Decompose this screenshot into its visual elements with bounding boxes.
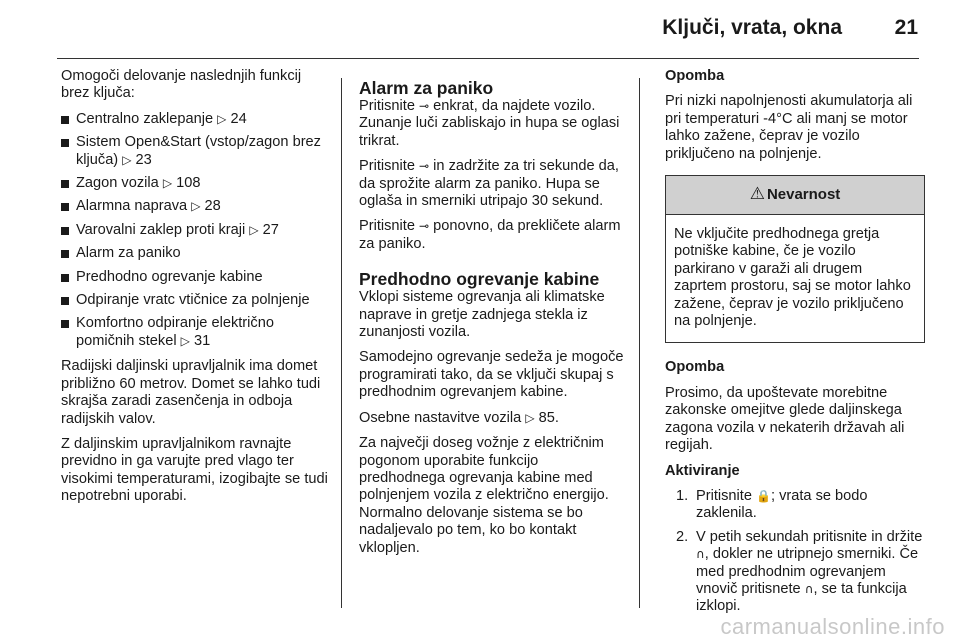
column-divider-1 [341, 78, 342, 608]
preheating-paragraph-3: Osebne nastavitve vozila ▷ 85. [359, 409, 559, 426]
warning-text: Ne vključite predhodnega gretja potniške kabine, če je vozilo parkirano v garaži ali drugem zaprtem prostoru, saj se motor lahko zažene, čeprav je vozilo priključeno na polnjenje. [674, 226, 911, 330]
panic-paragraph-1: Pritisnite ⊸ enkrat, da najdete vozilo. Zunanje luči zabliskajo in hupa se oglasi trikrat. [359, 98, 620, 149]
page-number: 21 [894, 16, 918, 39]
activation-heading: Aktiviranje [665, 462, 740, 479]
note-text: Pri nizki napolnjenosti akumulatorja ali pri temperaturi -4°C ali manj se motor lahko zažene, čeprav je vozilo priključeno na polnjenje. [665, 93, 913, 162]
list-item: Centralno zaklepanje ▷ 24 [61, 111, 331, 128]
activation-steps [665, 488, 925, 616]
arrow-ref-icon: ▷ [249, 222, 259, 237]
warning-title: Nevarnost [766, 186, 841, 204]
panic-button-icon: ⊸ [419, 219, 430, 234]
remote-start-icon: ∩ [696, 547, 705, 562]
column-2 [359, 78, 627, 565]
column-3 [665, 68, 925, 622]
note-title: Opomba [665, 68, 725, 84]
note-title: Opomba [665, 359, 725, 376]
warning-header [666, 176, 924, 215]
page-reference[interactable]: 31 [193, 332, 211, 349]
arrow-ref-icon: ▷ [191, 199, 201, 214]
remote-start-icon: ∩ [804, 581, 814, 596]
care-paragraph: Z daljinskim upravljalnikom ravnajte previdno in ga varujte pred vlago ter visokimi temperaturami, izogibajte se tudi nepotrebni uporabi. [61, 435, 328, 505]
page-reference[interactable]: 85 [538, 409, 555, 426]
watermark: carmanualsonline.info [720, 614, 945, 639]
panic-paragraph-3: Pritisnite ⊸ ponovno, da prekličete alarm za paniko. [359, 218, 621, 252]
panic-alarm-heading: Alarm za paniko [359, 78, 494, 98]
range-paragraph: Radijski daljinski upravljalnik ima domet približno 60 metrov. Domet se lahko tudi skrajša zaradi zasenčenja in odboja radijskih valov. [61, 358, 321, 427]
arrow-ref-icon: ▷ [180, 333, 190, 348]
arrow-ref-icon: ▷ [525, 410, 535, 425]
list-item: Predhodno ogrevanje kabine [61, 269, 331, 286]
warning-triangle-icon: ⚠ [749, 184, 765, 205]
list-item: Odpiranje vratc vtičnice za polnjenje [61, 292, 331, 309]
note-text: Prosimo, da upoštevate morebitne zakonske omejitve glede daljinskega zagona vozila v nekaterih državah ali regijah. [665, 384, 905, 454]
preheating-paragraph-1: Vklopi sisteme ogrevanja ali klimatske naprave in gretje zadnjega stekla iz zunanjosti vozila. [359, 289, 605, 341]
header-divider [57, 58, 919, 59]
page-reference[interactable]: 28 [204, 198, 221, 215]
panic-button-icon: ⊸ [419, 159, 430, 174]
list-item: Komfortno odpiranje električno pomičnih stekel ▷ 31 [61, 315, 331, 350]
arrow-ref-icon: ▷ [217, 111, 227, 126]
list-item: 1. Pritisnite 🔒; vrata se bodo zaklenila. [676, 487, 868, 522]
page-header [0, 0, 960, 60]
list-item: Zagon vozila ▷ 108 [61, 175, 331, 192]
column-divider-2 [639, 78, 640, 608]
column-1 [61, 68, 331, 514]
list-item: Varovalni zaklep proti kraji ▷ 27 [61, 222, 331, 239]
list-item: Alarm za paniko [61, 245, 331, 262]
panic-paragraph-2: Pritisnite ⊸ in zadržite za tri sekunde da, da sprožite alarm za paniko. Hupa se oglaša in smerniki utripajo 30 sekund. [359, 158, 619, 210]
preheating-paragraph-4: Za največji doseg vožnje z električnim pogonom uporabite funkcijo predhodnega ogrevanja kabine med polnjenjem vozila z električno energijo. Normalno delovanje sistema se bo nadaljevalo po tem, ko bo kontakt vklopljen. [359, 435, 609, 556]
arrow-ref-icon: ▷ [162, 176, 173, 191]
lock-icon: 🔒 [756, 488, 771, 503]
panic-button-icon: ⊸ [419, 99, 430, 113]
list-item: Sistem Open&Start (vstop/zagon brez ključa) ▷ 23 [61, 134, 331, 169]
intro-text: Omogoči delovanje naslednjih funkcij brez ključa: [61, 68, 302, 102]
list-item: 2. V petih sekundah pritisnite in držite ∩, dokler ne utripnejo smerniki. Če med predhodnim ogrevanjem vnovič pritisnete ∩, se ta funkcija izklopi. [676, 528, 923, 615]
page-reference[interactable]: 24 [230, 110, 247, 127]
function-list [61, 111, 331, 350]
list-item: Alarmna naprava ▷ 28 [61, 198, 331, 215]
warning-box [665, 175, 925, 343]
page-reference[interactable]: 108 [176, 175, 201, 192]
preheating-paragraph-2: Samodejno ogrevanje sedeža je mogoče programirati tako, da se vključi skupaj s predhodnim ogrevanjem kabine. [359, 349, 624, 401]
page-reference[interactable]: 23 [135, 151, 152, 168]
preheating-heading: Predhodno ogrevanje kabine [359, 269, 600, 290]
page-reference[interactable]: 27 [262, 221, 279, 238]
chapter-title: Ključi, vrata, okna [662, 16, 842, 39]
arrow-ref-icon: ▷ [122, 152, 132, 167]
